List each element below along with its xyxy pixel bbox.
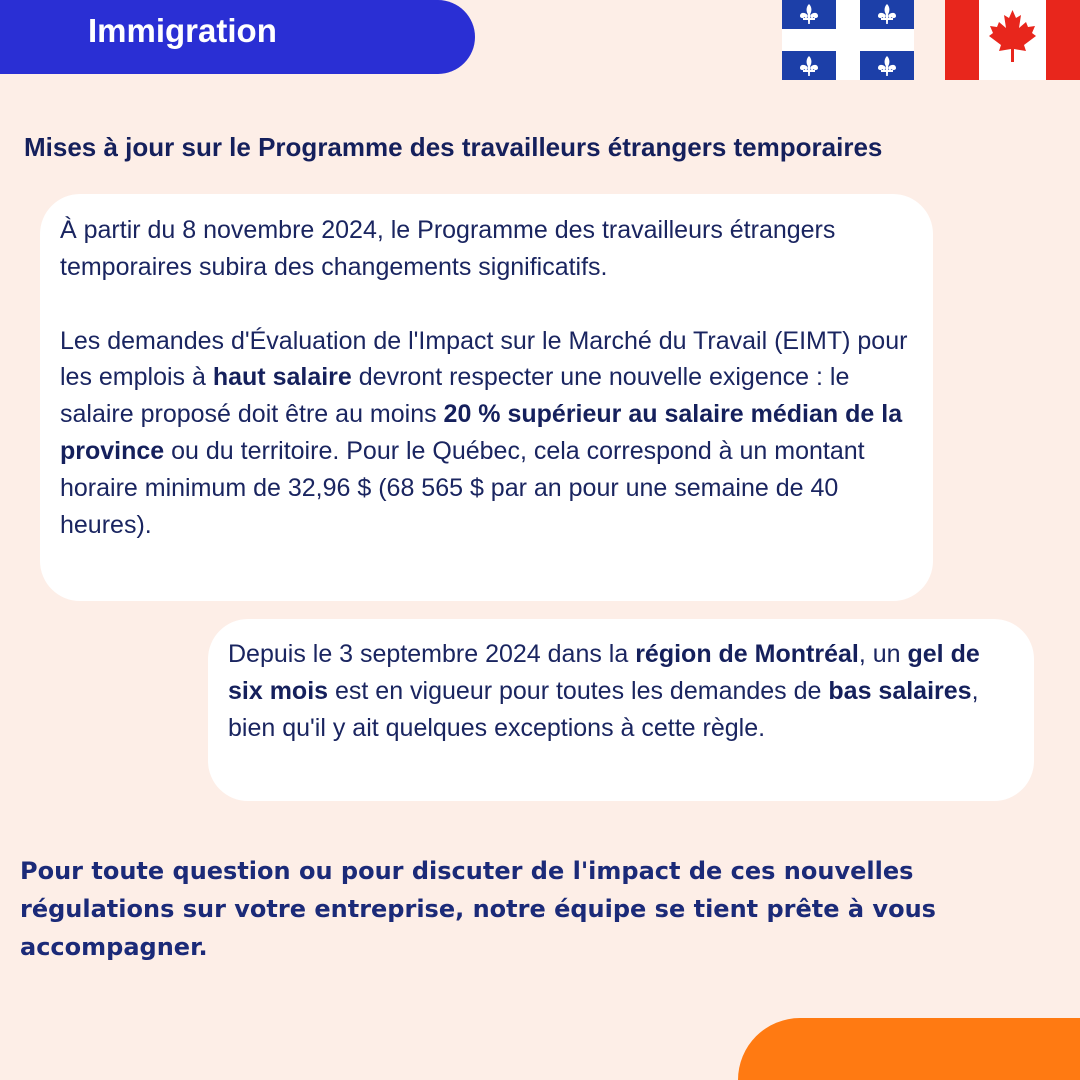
montreal-text-2: , un — [858, 640, 908, 668]
eimt-text-2: devront respecter une nouvelle exigence : le salaire proposé doit être au moins — [60, 363, 850, 429]
page-title: Mises à jour sur le Programme des travailleurs étrangers temporaires — [24, 132, 883, 162]
paragraph-spacer — [60, 286, 909, 323]
info-bubble-montreal — [208, 619, 1034, 801]
montreal-text-4: , bien qu'il y ait quelques exceptions à cette règle. — [228, 677, 979, 742]
category-label: Immigration — [88, 12, 277, 49]
montreal-text-1: Depuis le 3 septembre 2024 dans la — [228, 640, 636, 668]
canada-flag-icon — [945, 0, 1080, 80]
montreal-highlight-low-wage: bas salaires — [828, 677, 972, 705]
montreal-text-3: est en vigueur pour toutes les demandes de — [328, 677, 829, 705]
closing-message: Pour toute question ou pour discuter de l'impact de ces nouvelles régulations sur votre entreprise, notre équipe se tient prête à vous accompagner. — [20, 857, 936, 961]
montreal-highlight-freeze: gel de six mois — [228, 640, 980, 705]
eimt-text-3: ou du territoire. Pour le Québec, cela correspond à un montant horaire minimum de 32,96 $ (68 565 $ par an pour une semaine de 40 heures). — [60, 436, 865, 539]
eimt-text-1: Les demandes d'Évaluation de l'Impact sur le Marché du Travail (EIMT) pour les emplois à — [60, 326, 908, 392]
eimt-highlight-median: 20 % supérieur au salaire médian de la province — [60, 400, 903, 465]
eimt-highlight-high-wage: haut salaire — [212, 363, 352, 392]
intro-paragraph: À partir du 8 novembre 2024, le Programme des travailleurs étrangers temporaires subira des changements significatifs. — [60, 216, 836, 281]
orange-decoration — [738, 1018, 1080, 1080]
info-bubble-eimt — [40, 194, 933, 601]
montreal-paragraph — [228, 636, 1020, 747]
montreal-highlight-region: région de Montréal — [635, 640, 859, 668]
eimt-paragraph — [60, 323, 909, 544]
quebec-flag-icon — [782, 0, 914, 80]
